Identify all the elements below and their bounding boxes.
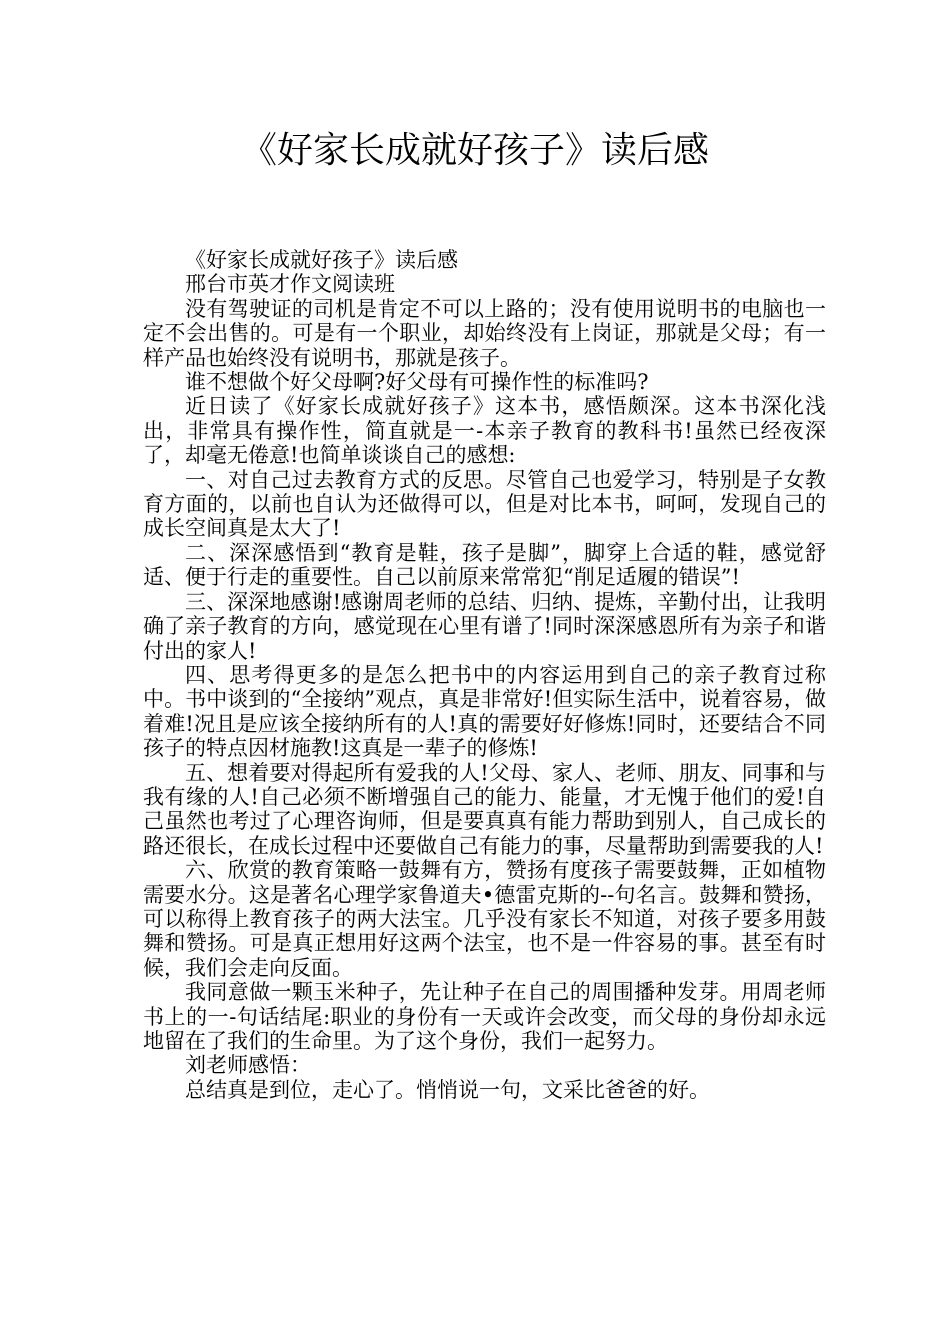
paragraph: 谁不想做个好父母啊?好父母有可操作性的标准吗? — [185, 370, 649, 395]
paragraph-subtitle: 《好家长成就好孩子》读后感 — [185, 248, 458, 272]
document-body — [143, 248, 826, 1102]
paragraph: 六、欣赏的教育策略一鼓舞有方，赞扬有度孩子需要鼓舞，正如植物需要水分。这是著名心理学家鲁道夫•德雷克斯的--句名言。鼓舞和赞扬，可以称得上教育孩子的两大法宝。几乎没有家长不知道，对孩子要多用鼓舞和赞扬。可是真正想用好这两个法宝，也不是一件容易的事。甚至有时候，我们会走向反面。 — [143, 858, 826, 980]
paragraph: 五、想着要对得起所有爱我的人!父母、家人、老师、朋友、同事和与我有缘的人!自己必须不断增强自己的能力、能量，才无愧于他们的爱!自己虽然也考过了心理咨询师，但是要真真有能力帮助到别人，自己成长的路还很长，在成长过程中还要做自己有能力的事，尽量帮助到需要我的人! — [143, 760, 826, 858]
paragraph: 一、对自己过去教育方式的反思。尽管自己也爱学习，特别是子女教育方面的，以前也自认为还做得可以，但是对比本书，呵呵，发现自己的成长空间真是太大了! — [143, 467, 826, 541]
paragraph: 三、深深地感谢!感谢周老师的总结、归纳、提炼，辛勤付出，让我明确了亲子教育的方向，感觉现在心里有谱了!同时深深感恩所有为亲子和谐付出的家人! — [143, 589, 826, 663]
document-title: 《好家长成就好孩子》读后感 — [240, 130, 709, 171]
paragraph-comment: 总结真是到位，走心了。悄悄说一句，文采比爸爸的好。 — [185, 1077, 710, 1102]
paragraph: 我同意做一颗玉米种子，先让种子在自己的周围播种发芽。用周老师书上的一-句话结尾:职业的身份有一天或许会改变，而父母的身份却永远地留在了我们的生命里。为了这个身份，我们一起努力。 — [143, 980, 826, 1053]
paragraph: 四、思考得更多的是怎么把书中的内容运用到自己的亲子教育过称中。书中谈到的“全接纳”观点，真是非常好!但实际生活中，说着容易，做着难!况且是应该全接纳所有的人!真的需要好好修炼!同时，还要结合不同孩子的特点因材施教!这真是一辈子的修炼! — [143, 662, 826, 761]
paragraph: 二、深深感悟到“教育是鞋，孩子是脚”，脚穿上合适的鞋，感觉舒适、便于行走的重要性。自己以前原来常常犯“削足适履的错误”! — [143, 540, 826, 590]
paragraph: 没有驾驶证的司机是肯定不可以上路的；没有使用说明书的电脑也一定不会出售的。可是有一个职业，却始终没有上岗证，那就是父母；有一样产品也始终没有说明书，那就是孩子。 — [143, 296, 826, 370]
paragraph-comment-heading: 刘老师感悟： — [185, 1053, 311, 1078]
paragraph: 近日读了《好家长成就好孩子》这本书，感悟颇深。这本书深化浅出，非常具有操作性，简直就是一-本亲子教育的教科书!虽然已经夜深了，却毫无倦意!也简单谈谈自己的感想: — [143, 394, 826, 468]
paragraph-author-class: 邢台市英才作文阅读班 — [185, 272, 395, 297]
